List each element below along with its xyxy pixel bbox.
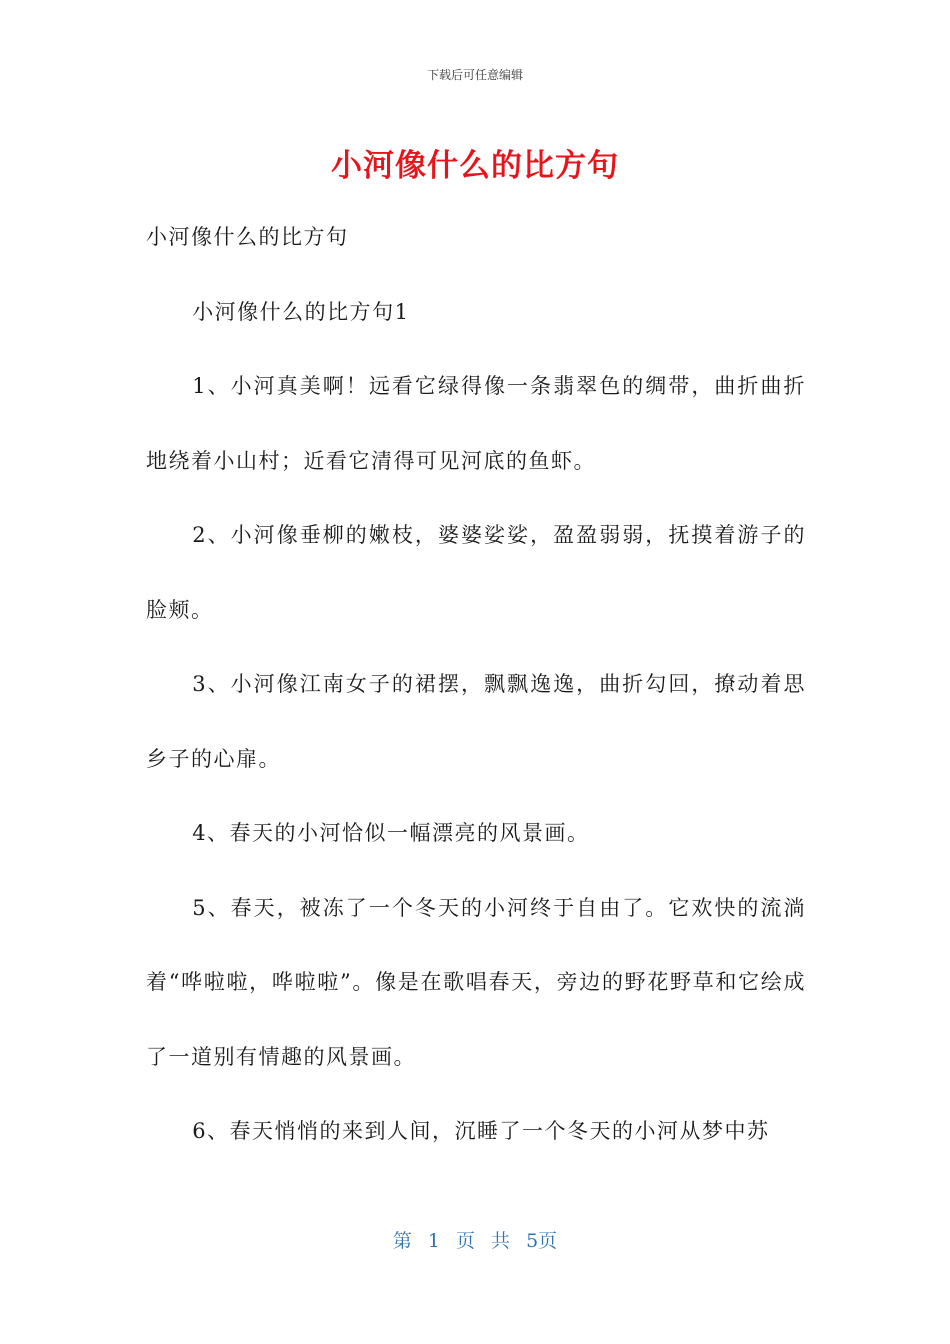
document-body: [146, 200, 806, 1169]
paragraph-2: 2、小河像垂柳的嫩枝，婆婆娑娑，盈盈弱弱，抚摸着游子的脸颊。: [146, 523, 806, 622]
document-title: 小河像什么的比方句: [331, 148, 619, 184]
page-number: 第 1 页 共 5页: [392, 1230, 558, 1252]
document-subtitle: 小河像什么的比方句: [146, 225, 349, 249]
header-note: 下载后可任意编辑: [426, 68, 523, 82]
paragraph-3: 3、小河像江南女子的裙摆，飘飘逸逸，曲折勾回，撩动着思乡子的心扉。: [146, 672, 806, 771]
paragraph-5: 5、春天，被冻了一个冬天的小河终于自由了。它欢快的流淌着“哗啦啦，哗啦啦”。像是在歌唱春天，旁边的野花野草和它绘成了一道别有情趣的风景画。: [146, 895, 806, 1069]
section-heading: 小河像什么的比方句1: [192, 299, 410, 324]
paragraph-6: 6、春天悄悄的来到人间，沉睡了一个冬天的小河从梦中苏: [192, 1119, 770, 1143]
paragraph-1: 1、小河真美啊！远看它绿得像一条翡翠色的绸带，曲折曲折地绕着小山村；近看它清得可见河底的鱼虾。: [146, 374, 806, 473]
paragraph-4: 4、春天的小河恰似一幅漂亮的风景画。: [192, 821, 590, 845]
